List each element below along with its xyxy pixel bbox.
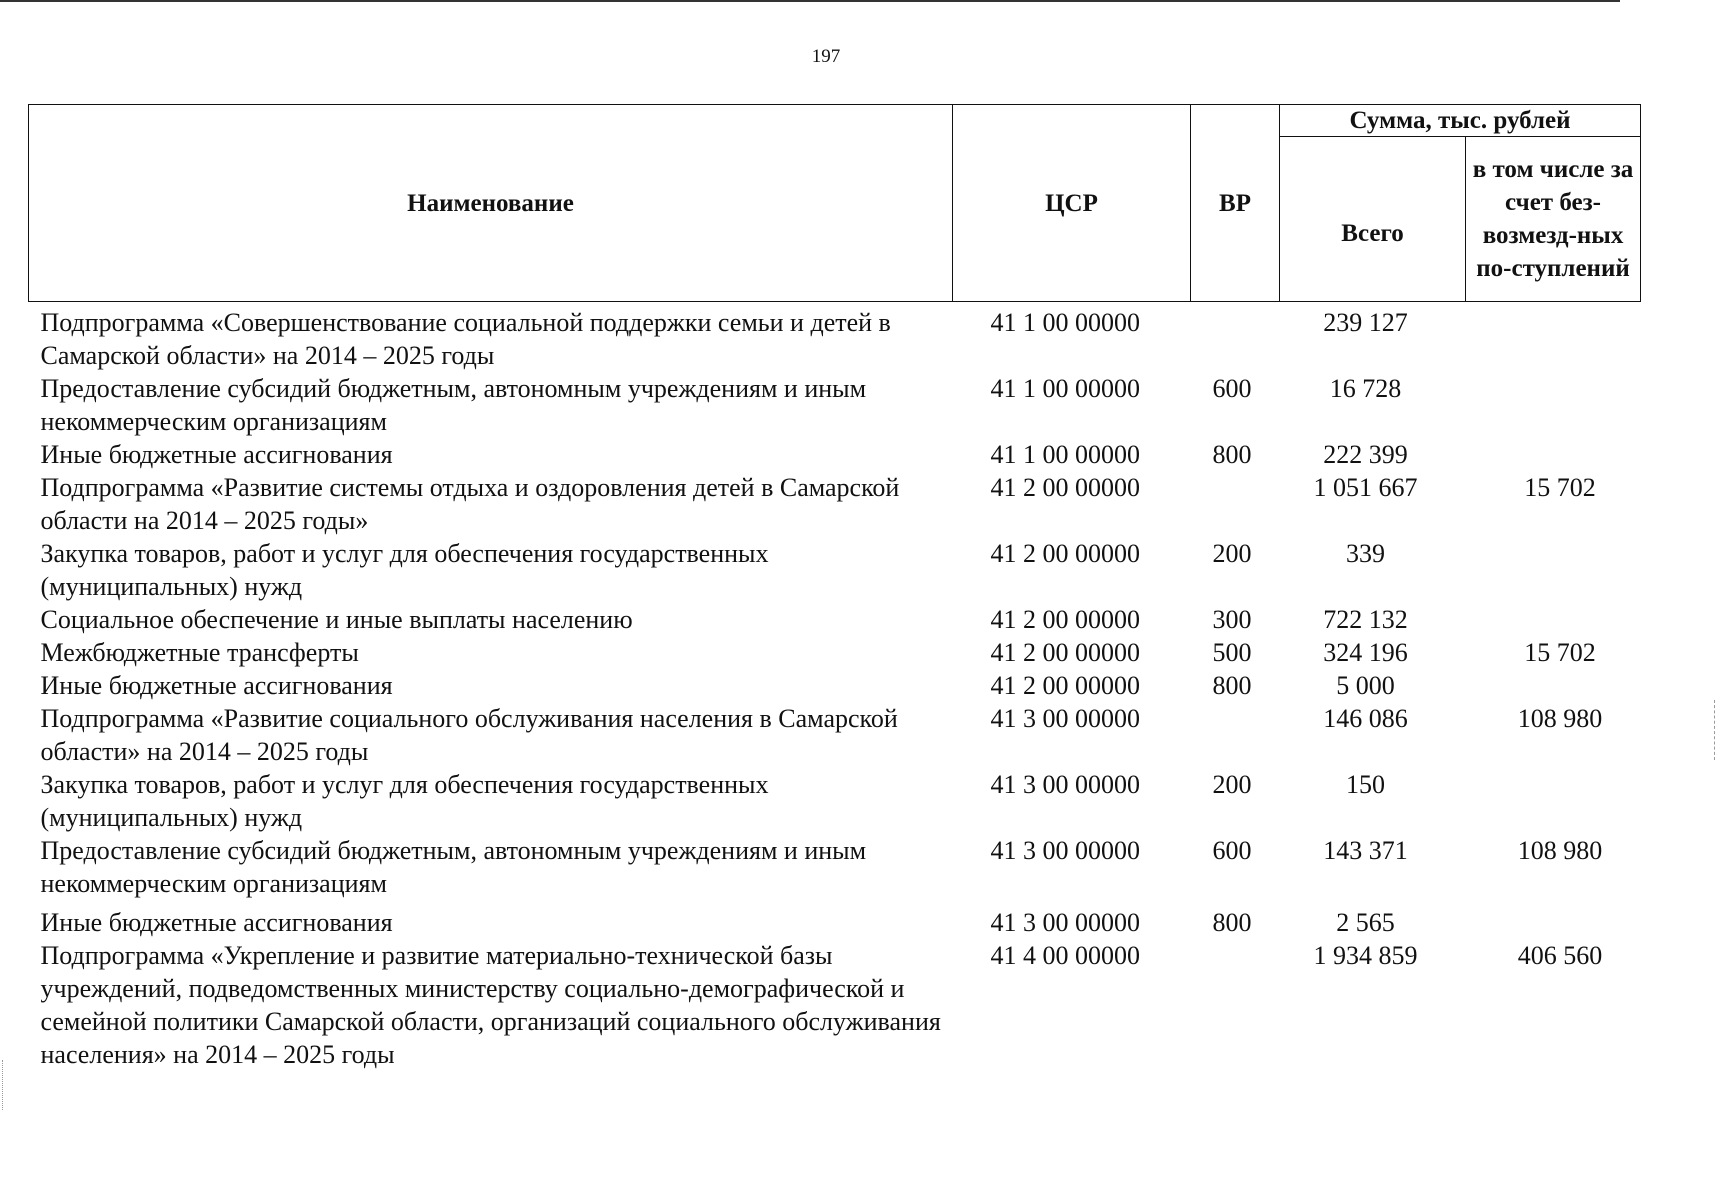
cell-vr: 600 <box>1212 836 1252 865</box>
cell-total: 339 <box>1346 539 1385 568</box>
cell-free: 406 560 <box>1517 941 1603 970</box>
cell-vr: 300 <box>1212 605 1252 634</box>
cell-name: Закупка товаров, работ и услуг для обеспечения государственных (муниципальных) нужд <box>40 770 769 832</box>
cell-csr: 41 2 00 00000 <box>990 671 1140 700</box>
cell-total: 1 051 667 <box>1313 473 1418 502</box>
cell-vr <box>1191 702 1280 768</box>
table-row <box>29 603 1641 636</box>
header-csr: ЦСР <box>953 105 1191 302</box>
cell-name: Подпрограмма «Укрепление и развитие материально-технической базы учреждений, подведомственных министерству социально-демографической и семейной политики Самарской области, организаций социального обслуживания населения» на 2014 – 2025 годы <box>40 941 941 1069</box>
table-body <box>29 302 1641 1072</box>
cell-free <box>1466 669 1641 702</box>
cell-name: Иные бюджетные ассигнования <box>40 908 393 937</box>
cell-free: 108 980 <box>1517 836 1603 865</box>
cell-free <box>1466 537 1641 603</box>
budget-table-container <box>28 104 1640 1071</box>
table-row <box>29 834 1641 900</box>
cell-vr <box>1191 302 1280 373</box>
cell-name: Подпрограмма «Совершенствование социальной поддержки семьи и детей в Самарской области» на 2014 – 2025 годы <box>40 308 891 370</box>
cell-csr: 41 1 00 00000 <box>990 440 1140 469</box>
header-vr: ВР <box>1191 105 1280 302</box>
cell-free <box>1466 768 1641 834</box>
cell-total: 722 132 <box>1323 605 1408 634</box>
cell-name: Иные бюджетные ассигнования <box>40 440 393 469</box>
cell-name: Подпрограмма «Развитие социального обслуживания населения в Самарской области» на 2014 – 2025 годы <box>40 704 898 766</box>
cell-csr: 41 4 00 00000 <box>990 941 1140 970</box>
cell-free <box>1466 900 1641 939</box>
cell-csr: 41 2 00 00000 <box>990 473 1140 502</box>
table-row <box>29 438 1641 471</box>
cell-vr: 500 <box>1212 638 1252 667</box>
cell-total: 1 934 859 <box>1313 941 1418 970</box>
table-row <box>29 636 1641 669</box>
table-row <box>29 900 1641 939</box>
cell-total: 143 371 <box>1323 836 1408 865</box>
cell-total: 2 565 <box>1336 908 1395 937</box>
cell-total: 146 086 <box>1323 704 1408 733</box>
table-row <box>29 372 1641 438</box>
cell-name: Социальное обеспечение и иные выплаты населению <box>40 605 633 634</box>
cell-free: 15 702 <box>1524 638 1596 667</box>
table-row <box>29 537 1641 603</box>
cell-name: Предоставление субсидий бюджетным, автономным учреждениям и иным некоммерческим организациям <box>40 836 867 898</box>
table-row <box>29 471 1641 537</box>
table-row <box>29 669 1641 702</box>
cell-vr: 800 <box>1212 440 1252 469</box>
cell-name: Межбюджетные трансферты <box>40 638 359 667</box>
cell-name: Подпрограмма «Развитие системы отдыха и оздоровления детей в Самарской области на 2014 – 2025 годы» <box>40 473 900 535</box>
cell-vr: 600 <box>1212 374 1252 403</box>
header-free: в том числе за счет без-возмезд-ных по-ступлений <box>1466 137 1641 302</box>
page-number: 197 <box>811 46 841 67</box>
cell-total: 16 728 <box>1329 374 1402 403</box>
table-row <box>29 939 1641 1071</box>
cell-csr: 41 3 00 00000 <box>990 836 1140 865</box>
cell-free: 15 702 <box>1524 473 1596 502</box>
cell-csr: 41 2 00 00000 <box>990 539 1140 568</box>
cell-vr: 200 <box>1212 539 1252 568</box>
cell-total: 150 <box>1346 770 1385 799</box>
cell-vr: 200 <box>1212 770 1252 799</box>
cell-total: 324 196 <box>1323 638 1408 667</box>
cell-csr: 41 1 00 00000 <box>990 374 1140 403</box>
scan-margin-mark <box>2 1060 5 1110</box>
header-sum-group: Сумма, тыс. рублей <box>1280 105 1641 137</box>
cell-csr: 41 3 00 00000 <box>990 770 1140 799</box>
top-rule <box>0 0 1620 2</box>
table-row <box>29 702 1641 768</box>
cell-free <box>1466 603 1641 636</box>
table-row <box>29 768 1641 834</box>
cell-free <box>1466 372 1641 438</box>
cell-name: Иные бюджетные ассигнования <box>40 671 393 700</box>
table-row <box>29 302 1641 373</box>
cell-vr <box>1191 939 1280 1071</box>
cell-total: 222 399 <box>1323 440 1408 469</box>
cell-free: 108 980 <box>1517 704 1603 733</box>
cell-name: Закупка товаров, работ и услуг для обеспечения государственных (муниципальных) нужд <box>40 539 769 601</box>
cell-vr: 800 <box>1212 908 1252 937</box>
cell-csr: 41 3 00 00000 <box>990 908 1140 937</box>
cell-csr: 41 1 00 00000 <box>990 308 1140 337</box>
table-header <box>29 105 1641 302</box>
header-total: Всего <box>1280 137 1466 302</box>
cell-csr: 41 2 00 00000 <box>990 605 1140 634</box>
cell-vr: 800 <box>1212 671 1252 700</box>
cell-name: Предоставление субсидий бюджетным, автономным учреждениям и иным некоммерческим организациям <box>40 374 867 436</box>
cell-vr <box>1191 471 1280 537</box>
cell-csr: 41 2 00 00000 <box>990 638 1140 667</box>
cell-csr: 41 3 00 00000 <box>990 704 1140 733</box>
cell-free <box>1466 438 1641 471</box>
cell-free <box>1466 302 1641 373</box>
budget-table <box>28 104 1641 1071</box>
cell-total: 239 127 <box>1323 308 1408 337</box>
header-name: Наименование <box>29 105 953 302</box>
cell-total: 5 000 <box>1336 671 1395 700</box>
